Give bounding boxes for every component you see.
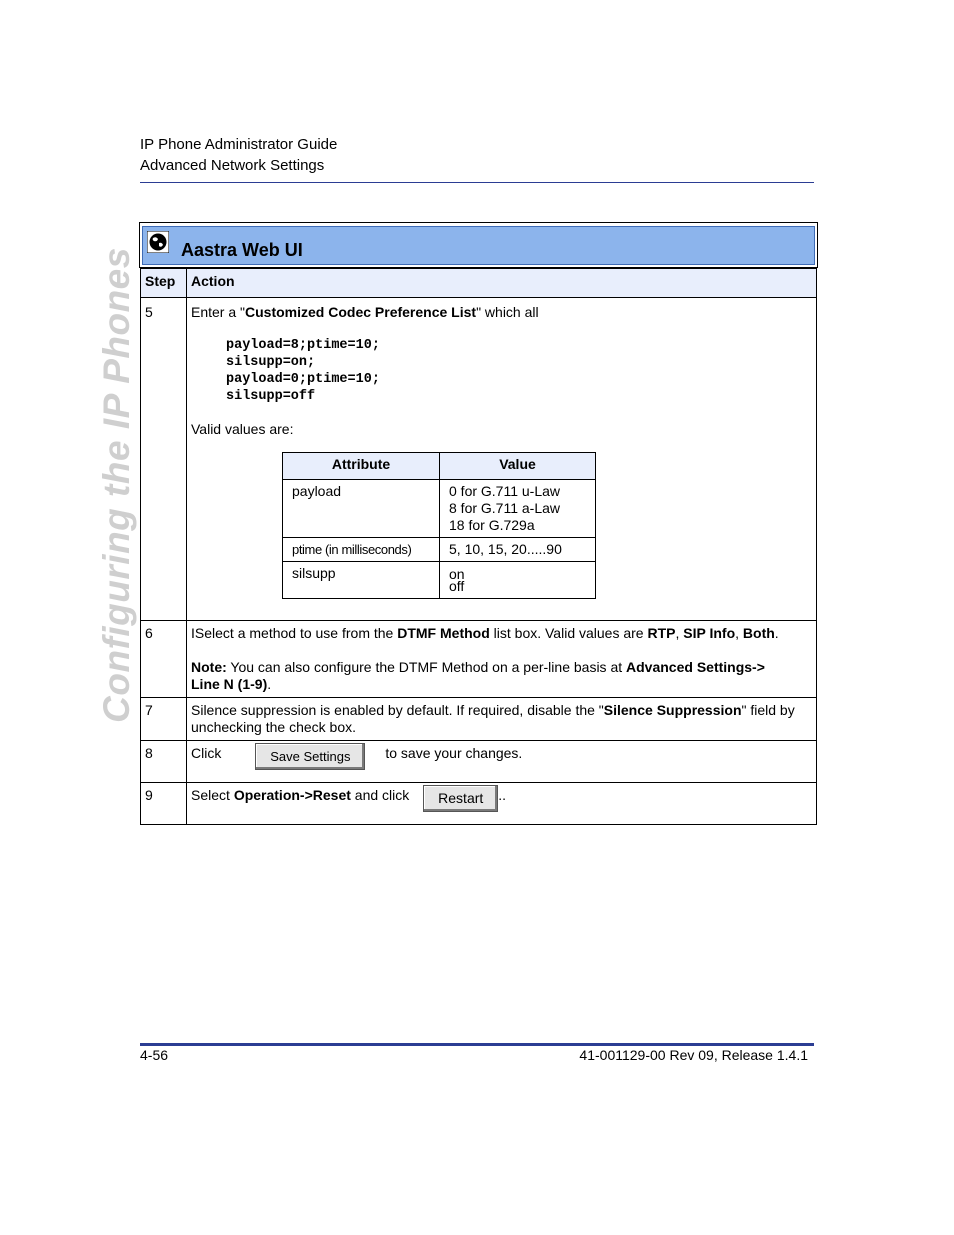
- step-number: 7: [141, 698, 187, 741]
- table-row: [141, 698, 817, 741]
- step-number: 6: [141, 621, 187, 698]
- text: to save your changes.: [385, 745, 523, 761]
- text: Click: [191, 745, 222, 761]
- steps-table: [140, 268, 817, 825]
- header-rule: [140, 182, 814, 183]
- banner: [142, 226, 815, 265]
- table-header-row: [141, 269, 817, 298]
- table-row: [141, 741, 817, 783]
- bold-text: Customized Codec Preference List: [245, 304, 477, 320]
- step-number: 5: [141, 298, 187, 621]
- text: .: [267, 676, 272, 692]
- banner-title: Aastra Web UI: [181, 240, 303, 260]
- step-number: 9: [141, 783, 187, 825]
- code-block: [226, 337, 812, 405]
- restart-button[interactable]: Restart: [423, 785, 498, 812]
- text: ISelect a method to use from the: [191, 625, 398, 641]
- bold-text: Advanced Settings->: [626, 659, 765, 675]
- text: ,: [675, 625, 684, 641]
- attribute-table: [282, 452, 596, 599]
- table-row: [283, 562, 596, 599]
- text: and click: [350, 787, 410, 803]
- text: Enter a ": [191, 304, 245, 320]
- value-header: Value: [440, 453, 596, 480]
- doc-reference: 41-001129-00 Rev 09, Release 1.4.1: [579, 1047, 808, 1063]
- bold-text: Operation->Reset: [233, 787, 351, 803]
- value-line: 5, 10, 15, 20.....90: [449, 541, 562, 557]
- text: ..: [498, 787, 507, 803]
- value-line: 0 for G.711 u-Law: [449, 483, 561, 499]
- col-action-header: Action: [187, 269, 817, 298]
- text: ,: [735, 625, 743, 641]
- table-row: [141, 298, 817, 621]
- attr-name: silsupp: [283, 562, 440, 599]
- step-number: 8: [141, 741, 187, 783]
- text: Select: [191, 787, 234, 803]
- header-section: Advanced Network Settings: [140, 157, 325, 174]
- bold-text: Silence Suppression: [603, 702, 742, 718]
- attr-header: Attribute: [283, 453, 440, 480]
- value-line: on: [449, 566, 465, 582]
- value-line: off: [449, 578, 465, 594]
- globe-icon: [147, 231, 169, 253]
- code-line: payload=8;ptime=10;: [226, 338, 380, 353]
- text: .: [774, 625, 779, 641]
- step-action: [187, 621, 817, 698]
- note: [191, 659, 812, 693]
- attr-name: ptime (in milliseconds): [283, 538, 440, 562]
- step-action: [187, 783, 817, 825]
- step-action: [187, 741, 817, 783]
- attr-values: [440, 562, 596, 599]
- attr-name: payload: [283, 480, 440, 538]
- col-step-header: Step: [141, 269, 187, 298]
- table-row: [141, 783, 817, 825]
- bold-text: Line N (1-9): [191, 676, 268, 692]
- text: " field by unchecking the check box.: [191, 702, 795, 735]
- attr-values: [440, 538, 596, 562]
- page-number: 4-56: [140, 1047, 169, 1063]
- note-label: Note:: [191, 659, 227, 675]
- header-title: IP Phone Administrator Guide: [140, 136, 338, 153]
- text: list box. Valid values are: [489, 625, 648, 641]
- save-settings-button[interactable]: Save Settings: [255, 743, 365, 770]
- side-chapter-text: Configuring the IP Phones: [96, 247, 137, 723]
- valid-values-label: Valid values are:: [191, 421, 294, 437]
- value-line: 18 for G.729a: [449, 517, 535, 533]
- table-row: [283, 480, 596, 538]
- step-action: [187, 298, 817, 621]
- code-line: payload=0;ptime=10;: [226, 372, 380, 387]
- text: Silence suppression is enabled by default. If required, disable the ": [191, 702, 604, 718]
- side-chapter-label: [94, 247, 140, 723]
- bold-text: Both: [742, 625, 775, 641]
- bold-text: RTP: [647, 625, 676, 641]
- footer-rule: [140, 1043, 814, 1046]
- step-action: [187, 698, 817, 741]
- value-line: 8 for G.711 a-Law: [449, 500, 561, 516]
- text: You can also configure the DTMF Method on a per-line basis at: [226, 659, 627, 675]
- bold-text: SIP Info: [683, 625, 736, 641]
- code-line: silsupp=on;: [226, 355, 316, 370]
- table-row: [283, 538, 596, 562]
- code-line: silsupp=off: [226, 389, 316, 404]
- attr-values: [440, 480, 596, 538]
- bold-text: DTMF Method: [397, 625, 490, 641]
- table-row: [141, 621, 817, 698]
- text: " which all: [476, 304, 539, 320]
